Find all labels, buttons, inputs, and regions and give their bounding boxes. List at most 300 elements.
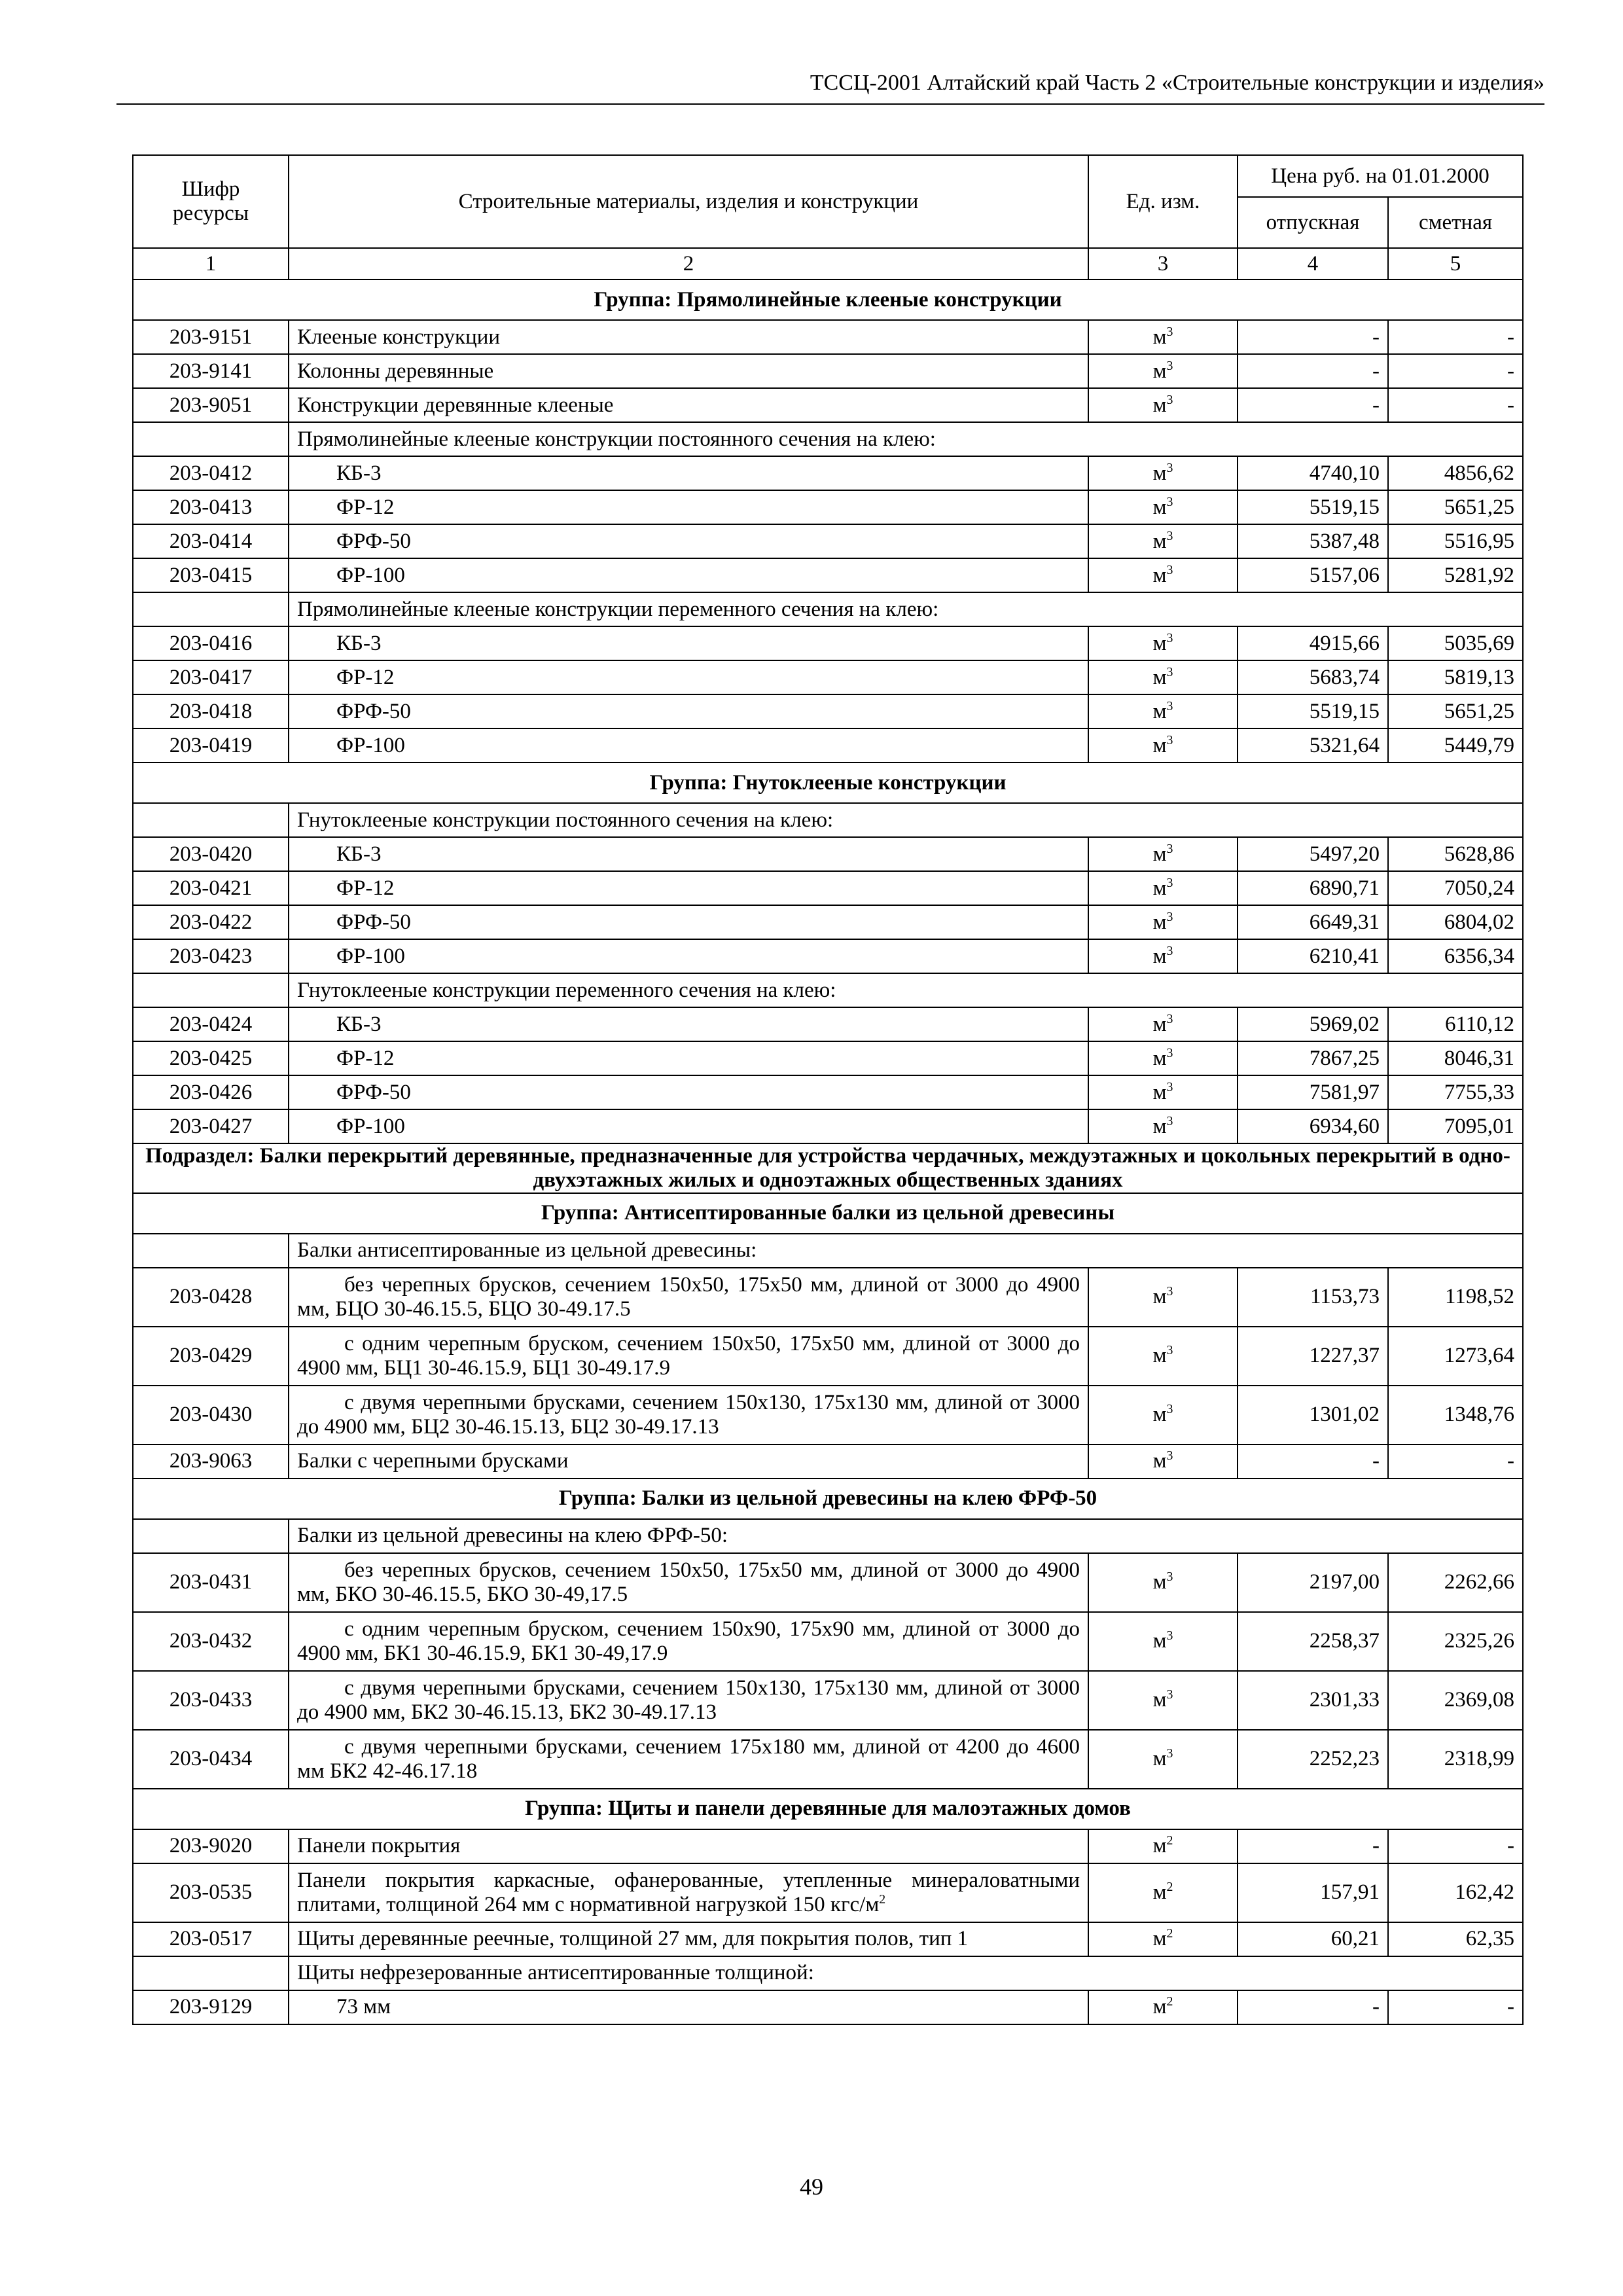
price-estimate: - xyxy=(1388,1444,1523,1479)
resource-name-text: ФР-12 xyxy=(336,876,395,900)
price-release: 6649,31 xyxy=(1238,905,1388,939)
unit-exponent: 3 xyxy=(1166,1011,1173,1026)
table-row xyxy=(133,1922,1523,1956)
code-cell-empty xyxy=(133,592,289,626)
resource-name-text: с двумя черепными брусками, сечением 150х130, 175х130 мм, длиной от 3000 до 4900 мм, БК2 30-46.15.13, БК2 30-49.17.13 xyxy=(297,1676,1080,1724)
unit-cell xyxy=(1088,354,1238,388)
subheading-text: Прямолинейные клееные конструкции переменного сечения на клею: xyxy=(289,592,1523,626)
resource-name-text: ФРФ-50 xyxy=(336,529,411,553)
unit-exponent: 2 xyxy=(1166,1880,1173,1895)
resource-name-text: Панели покрытия каркасные, офанерованные, утепленные минераловатными плитами, толщиной 264 мм с нормативной нагрузкой 150 кгс/м xyxy=(297,1868,1080,1916)
unit-exponent: 2 xyxy=(1166,1926,1173,1941)
unit-cell xyxy=(1088,1829,1238,1863)
resource-name xyxy=(289,1553,1088,1612)
price-release: 4915,66 xyxy=(1238,626,1388,660)
table-row xyxy=(133,1075,1523,1109)
unit-base: м xyxy=(1152,1834,1167,1858)
header-price-estimate: сметная xyxy=(1388,197,1523,248)
unit-exponent: 3 xyxy=(1166,1113,1173,1128)
resource-name-text: 73 мм xyxy=(336,1995,391,2019)
price-estimate: 2318,99 xyxy=(1388,1730,1523,1789)
unit-base: м xyxy=(1152,529,1167,553)
resource-code: 203-0415 xyxy=(133,558,289,592)
unit-base: м xyxy=(1152,699,1167,723)
resource-code: 203-0434 xyxy=(133,1730,289,1789)
group-heading: Группа: Балки из цельной древесины на клею ФРФ-50 xyxy=(133,1479,1523,1519)
col-number: 5 xyxy=(1388,248,1523,279)
code-cell-empty xyxy=(133,1234,289,1268)
price-release: 2252,23 xyxy=(1238,1730,1388,1789)
unit-base: м xyxy=(1152,944,1167,968)
resource-code: 203-0426 xyxy=(133,1075,289,1109)
resource-name xyxy=(289,456,1088,490)
unit-exponent: 3 xyxy=(1166,1045,1173,1060)
subheading-row xyxy=(133,1519,1523,1553)
unit-cell xyxy=(1088,1553,1238,1612)
unit-exponent: 3 xyxy=(1166,324,1173,339)
table-row xyxy=(133,1327,1523,1386)
unit-exponent: 3 xyxy=(1166,909,1173,924)
price-estimate: - xyxy=(1388,354,1523,388)
price-release: 2301,33 xyxy=(1238,1671,1388,1730)
unit-cell xyxy=(1088,490,1238,524)
price-release: 7581,97 xyxy=(1238,1075,1388,1109)
price-estimate: 5651,25 xyxy=(1388,694,1523,728)
table-row xyxy=(133,1829,1523,1863)
subsection-heading-row xyxy=(133,1143,1523,1193)
resource-name xyxy=(289,490,1088,524)
col-number: 3 xyxy=(1088,248,1238,279)
unit-base: м xyxy=(1152,631,1167,655)
price-release: 157,91 xyxy=(1238,1863,1388,1922)
subheading-row xyxy=(133,592,1523,626)
resource-code: 203-0419 xyxy=(133,728,289,762)
unit-exponent: 3 xyxy=(1166,392,1173,407)
resource-name xyxy=(289,660,1088,694)
price-estimate: 5516,95 xyxy=(1388,524,1523,558)
group-heading-row xyxy=(133,279,1523,320)
table-row xyxy=(133,524,1523,558)
price-estimate: 8046,31 xyxy=(1388,1041,1523,1075)
resource-code: 203-0421 xyxy=(133,871,289,905)
unit-cell xyxy=(1088,871,1238,905)
price-estimate: 1198,52 xyxy=(1388,1268,1523,1327)
resource-name-text: с двумя черепными брусками, сечением 175х180 мм, длиной от 4200 до 4600 мм БК2 42-46.17.18 xyxy=(297,1734,1080,1783)
resource-name-text: без черепных брусков, сечением 150х50, 175х50 мм, длиной от 3000 до 4900 мм, БЦО 30-46.15.5, БЦО 30-49.17.5 xyxy=(297,1272,1080,1321)
unit-exponent: 3 xyxy=(1166,494,1173,509)
unit-base: м xyxy=(1152,495,1167,519)
unit-cell xyxy=(1088,388,1238,422)
code-cell-empty xyxy=(133,1956,289,1990)
price-release: 5387,48 xyxy=(1238,524,1388,558)
table-row xyxy=(133,558,1523,592)
header-price-group: Цена руб. на 01.01.2000 xyxy=(1238,155,1523,197)
resource-code: 203-0425 xyxy=(133,1041,289,1075)
price-release: 7867,25 xyxy=(1238,1041,1388,1075)
table-row xyxy=(133,1444,1523,1479)
resource-name-text: ФР-12 xyxy=(336,665,395,689)
unit-base: м xyxy=(1152,1995,1167,2019)
col-number: 4 xyxy=(1238,248,1388,279)
resource-name-text: с одним черепным бруском, сечением 150х50, 175х50 мм, длиной от 3000 до 4900 мм, БЦ1 30-46.15.9, БЦ1 30-49.17.9 xyxy=(297,1331,1080,1380)
unit-cell xyxy=(1088,1671,1238,1730)
unit-base: м xyxy=(1152,1403,1167,1427)
resource-name xyxy=(289,626,1088,660)
unit-exponent: 2 xyxy=(1166,1994,1173,2009)
resource-code: 203-0427 xyxy=(133,1109,289,1143)
group-heading: Группа: Прямолинейные клееные конструкции xyxy=(133,279,1523,320)
table-row xyxy=(133,871,1523,905)
unit-exponent: 3 xyxy=(1166,841,1173,856)
resource-code: 203-0428 xyxy=(133,1268,289,1327)
price-estimate: 5819,13 xyxy=(1388,660,1523,694)
resource-code: 203-0424 xyxy=(133,1007,289,1041)
resource-code: 203-0430 xyxy=(133,1386,289,1444)
table-row xyxy=(133,1990,1523,2024)
unit-base: м xyxy=(1152,359,1167,383)
subheading-row xyxy=(133,803,1523,837)
subheading-text: Щиты нефрезерованные антисептированные толщиной: xyxy=(289,1956,1523,1990)
price-estimate: - xyxy=(1388,1829,1523,1863)
price-release: 1301,02 xyxy=(1238,1386,1388,1444)
unit-cell xyxy=(1088,1109,1238,1143)
price-estimate: 2325,26 xyxy=(1388,1612,1523,1671)
unit-cell xyxy=(1088,660,1238,694)
price-estimate: 1273,64 xyxy=(1388,1327,1523,1386)
col-number: 2 xyxy=(289,248,1088,279)
table-row xyxy=(133,1386,1523,1444)
unit-exponent: 3 xyxy=(1166,1746,1173,1761)
subheading-text: Балки антисептированные из цельной древесины: xyxy=(289,1234,1523,1268)
price-release: 60,21 xyxy=(1238,1922,1388,1956)
unit-base: м xyxy=(1152,393,1167,417)
table-row xyxy=(133,905,1523,939)
code-cell-empty xyxy=(133,973,289,1007)
price-estimate: 6804,02 xyxy=(1388,905,1523,939)
group-heading: Группа: Антисептированные балки из цельной древесины xyxy=(133,1193,1523,1234)
price-estimate: 62,35 xyxy=(1388,1922,1523,1956)
resource-name-text: КБ-3 xyxy=(336,842,382,866)
price-release: - xyxy=(1238,320,1388,354)
table-row xyxy=(133,1612,1523,1671)
resource-name-text: ФР-12 xyxy=(336,495,395,519)
table-row xyxy=(133,660,1523,694)
resource-name xyxy=(289,558,1088,592)
resource-name xyxy=(289,1829,1088,1863)
price-estimate: - xyxy=(1388,320,1523,354)
resource-name xyxy=(289,837,1088,871)
unit-exponent: 3 xyxy=(1166,875,1173,890)
price-estimate: 2369,08 xyxy=(1388,1671,1523,1730)
subheading-row xyxy=(133,1234,1523,1268)
price-release: - xyxy=(1238,388,1388,422)
price-estimate: - xyxy=(1388,388,1523,422)
subheading-text: Прямолинейные клееные конструкции постоянного сечения на клею: xyxy=(289,422,1523,456)
unit-base: м xyxy=(1152,1570,1167,1594)
price-release: - xyxy=(1238,1990,1388,2024)
resource-name xyxy=(289,1007,1088,1041)
resource-code: 203-0420 xyxy=(133,837,289,871)
resource-name xyxy=(289,1268,1088,1327)
header-unit: Ед. изм. xyxy=(1088,155,1238,248)
price-estimate: 162,42 xyxy=(1388,1863,1523,1922)
table-row xyxy=(133,1863,1523,1922)
price-release: 6890,71 xyxy=(1238,871,1388,905)
subheading-text: Балки из цельной древесины на клею ФРФ-50: xyxy=(289,1519,1523,1553)
price-release: 5321,64 xyxy=(1238,728,1388,762)
unit-exponent: 3 xyxy=(1166,630,1173,645)
resource-name xyxy=(289,1041,1088,1075)
price-release: - xyxy=(1238,1829,1388,1863)
resource-name-text: ФРФ-50 xyxy=(336,1080,411,1104)
resource-name xyxy=(289,1922,1088,1956)
unit-cell xyxy=(1088,524,1238,558)
unit-exponent: 3 xyxy=(1166,1079,1173,1094)
resource-code: 203-9141 xyxy=(133,354,289,388)
price-release: 6210,41 xyxy=(1238,939,1388,973)
unit-base: м xyxy=(1152,325,1167,349)
resource-code: 203-0412 xyxy=(133,456,289,490)
resource-name xyxy=(289,524,1088,558)
unit-cell xyxy=(1088,320,1238,354)
resource-name xyxy=(289,1863,1088,1922)
price-release: 4740,10 xyxy=(1238,456,1388,490)
price-estimate: 1348,76 xyxy=(1388,1386,1523,1444)
unit-exponent: 3 xyxy=(1166,1284,1173,1299)
resource-code: 203-0416 xyxy=(133,626,289,660)
subsection-heading: Подраздел: Балки перекрытий деревянные, предназначенные для устройства чердачных, междуэтажных и цокольных перекрытий в одно- двухэтажных жилых и одноэтажных общественных зданиях xyxy=(133,1143,1523,1193)
resource-code: 203-9020 xyxy=(133,1829,289,1863)
resource-name-text: ФР-100 xyxy=(336,733,405,757)
unit-cell xyxy=(1088,1922,1238,1956)
header-price-release: отпускная xyxy=(1238,197,1388,248)
table-row xyxy=(133,1109,1523,1143)
unit-cell xyxy=(1088,1268,1238,1327)
resource-code: 203-0413 xyxy=(133,490,289,524)
unit-exponent: 3 xyxy=(1166,1570,1173,1585)
price-estimate: 7755,33 xyxy=(1388,1075,1523,1109)
unit-exponent: 3 xyxy=(1166,1448,1173,1463)
price-estimate: 7050,24 xyxy=(1388,871,1523,905)
unit-exponent: 3 xyxy=(1166,562,1173,577)
unit-base: м xyxy=(1152,1688,1167,1712)
price-table xyxy=(132,154,1524,2025)
resource-name-text: Клееные конструкции xyxy=(297,325,501,349)
table-row xyxy=(133,1007,1523,1041)
unit-base: м xyxy=(1152,910,1167,934)
unit-exponent: 3 xyxy=(1166,1687,1173,1702)
unit-base: м xyxy=(1152,842,1167,866)
subheading-row xyxy=(133,973,1523,1007)
table-row xyxy=(133,1268,1523,1327)
resource-name xyxy=(289,1612,1088,1671)
resource-name-text: Балки с черепными брусками xyxy=(297,1449,569,1473)
price-release: 5519,15 xyxy=(1238,490,1388,524)
price-release: 5519,15 xyxy=(1238,694,1388,728)
unit-exponent: 2 xyxy=(1166,1833,1173,1848)
unit-base: м xyxy=(1152,1344,1167,1368)
price-estimate: 5035,69 xyxy=(1388,626,1523,660)
unit-base: м xyxy=(1152,1046,1167,1070)
resource-code: 203-0429 xyxy=(133,1327,289,1386)
resource-code: 203-0417 xyxy=(133,660,289,694)
unit-exponent: 3 xyxy=(1166,664,1173,679)
price-release: 1227,37 xyxy=(1238,1327,1388,1386)
price-estimate: 5449,79 xyxy=(1388,728,1523,762)
table-row xyxy=(133,388,1523,422)
code-cell-empty xyxy=(133,1519,289,1553)
table-row xyxy=(133,354,1523,388)
header-code: Шифр ресурсы xyxy=(133,155,289,248)
resource-name xyxy=(289,1730,1088,1789)
unit-exponent: 3 xyxy=(1166,460,1173,475)
price-release: - xyxy=(1238,1444,1388,1479)
unit-base: м xyxy=(1152,1880,1167,1905)
unit-base: м xyxy=(1152,1927,1167,1951)
price-release: 5683,74 xyxy=(1238,660,1388,694)
unit-base: м xyxy=(1152,1747,1167,1771)
resource-name xyxy=(289,320,1088,354)
code-cell-empty xyxy=(133,422,289,456)
unit-cell xyxy=(1088,1863,1238,1922)
group-heading-row xyxy=(133,1789,1523,1829)
subheading-row xyxy=(133,422,1523,456)
resource-name-text: Конструкции деревянные клееные xyxy=(297,393,614,417)
resource-code: 203-9051 xyxy=(133,388,289,422)
group-heading-row xyxy=(133,762,1523,803)
resource-name-text: Колонны деревянные xyxy=(297,359,494,383)
resource-name xyxy=(289,905,1088,939)
resource-code: 203-0422 xyxy=(133,905,289,939)
unit-base: м xyxy=(1152,733,1167,757)
unit-exponent: 3 xyxy=(1166,1343,1173,1358)
resource-name-text: Панели покрытия xyxy=(297,1834,461,1858)
unit-base: м xyxy=(1152,1449,1167,1473)
table-row xyxy=(133,1671,1523,1730)
unit-cell xyxy=(1088,1007,1238,1041)
running-header: ТССЦ-2001 Алтайский край Часть 2 «Строительные конструкции и изделия» xyxy=(116,71,1544,105)
resource-name xyxy=(289,1444,1088,1479)
unit-base: м xyxy=(1152,563,1167,587)
price-release: - xyxy=(1238,354,1388,388)
price-release: 5969,02 xyxy=(1238,1007,1388,1041)
unit-cell xyxy=(1088,1612,1238,1671)
resource-name-text: с двумя черепными брусками, сечением 150х130, 175х130 мм, длиной от 3000 до 4900 мм, БЦ2 30-46.15.13, БЦ2 30-49.17.13 xyxy=(297,1390,1080,1439)
resource-name xyxy=(289,694,1088,728)
group-heading-row xyxy=(133,1479,1523,1519)
header-name: Строительные материалы, изделия и конструкции xyxy=(289,155,1088,248)
resource-name xyxy=(289,871,1088,905)
col-number: 1 xyxy=(133,248,289,279)
resource-code: 203-9129 xyxy=(133,1990,289,2024)
price-estimate: 5281,92 xyxy=(1388,558,1523,592)
price-release: 5157,06 xyxy=(1238,558,1388,592)
unit-base: м xyxy=(1152,876,1167,900)
resource-code: 203-0517 xyxy=(133,1922,289,1956)
unit-base: м xyxy=(1152,1012,1167,1036)
resource-name-text: ФРФ-50 xyxy=(336,910,411,934)
table-row xyxy=(133,1041,1523,1075)
resource-name-text: Щиты деревянные реечные, толщиной 27 мм, для покрытия полов, тип 1 xyxy=(297,1927,969,1951)
table-row xyxy=(133,456,1523,490)
price-estimate: - xyxy=(1388,1990,1523,2024)
unit-cell xyxy=(1088,905,1238,939)
resource-name-text: ФРФ-50 xyxy=(336,699,411,723)
unit-cell xyxy=(1088,1444,1238,1479)
resource-name-text: ФР-100 xyxy=(336,563,405,587)
table-row xyxy=(133,728,1523,762)
resource-code: 203-0432 xyxy=(133,1612,289,1671)
resource-code: 203-0423 xyxy=(133,939,289,973)
unit-exponent: 3 xyxy=(1166,1402,1173,1417)
resource-name xyxy=(289,939,1088,973)
table-row xyxy=(133,939,1523,973)
unit-cell xyxy=(1088,1327,1238,1386)
price-release: 5497,20 xyxy=(1238,837,1388,871)
unit-exponent: 3 xyxy=(1166,358,1173,373)
price-release: 6934,60 xyxy=(1238,1109,1388,1143)
unit-base: м xyxy=(1152,665,1167,689)
page-number: 49 xyxy=(800,2174,823,2200)
unit-cell xyxy=(1088,728,1238,762)
resource-name xyxy=(289,728,1088,762)
resource-name-text: ФР-12 xyxy=(336,1046,395,1070)
resource-name-text: без черепных брусков, сечением 150х50, 175х50 мм, длиной от 3000 до 4900 мм, БКО 30-46.15.5, БКО 30-49,17.5 xyxy=(297,1558,1080,1606)
table-row xyxy=(133,1553,1523,1612)
price-release: 1153,73 xyxy=(1238,1268,1388,1327)
unit-base: м xyxy=(1152,1080,1167,1104)
group-heading-row xyxy=(133,1193,1523,1234)
unit-exponent: 3 xyxy=(1166,528,1173,543)
price-estimate: 5651,25 xyxy=(1388,490,1523,524)
resource-name-text: с одним черепным бруском, сечением 150х90, 175х90 мм, длиной от 3000 до 4900 мм, БК1 30-46.15.9, БК1 30-49,17.9 xyxy=(297,1617,1080,1665)
unit-cell xyxy=(1088,694,1238,728)
unit-exponent: 3 xyxy=(1166,732,1173,747)
unit-base: м xyxy=(1152,1285,1167,1309)
unit-cell xyxy=(1088,626,1238,660)
resource-name-text: ФР-100 xyxy=(336,944,405,968)
table-row xyxy=(133,694,1523,728)
unit-base: м xyxy=(1152,461,1167,485)
resource-code: 203-0418 xyxy=(133,694,289,728)
subheading-row xyxy=(133,1956,1523,1990)
resource-name xyxy=(289,1109,1088,1143)
resource-code: 203-0431 xyxy=(133,1553,289,1612)
table-row xyxy=(133,1730,1523,1789)
unit-exponent: 3 xyxy=(1166,943,1173,958)
table-row xyxy=(133,626,1523,660)
unit-cell xyxy=(1088,1990,1238,2024)
price-estimate: 6110,12 xyxy=(1388,1007,1523,1041)
resource-name xyxy=(289,354,1088,388)
unit-base: м xyxy=(1152,1629,1167,1653)
table-row xyxy=(133,490,1523,524)
resource-name xyxy=(289,1990,1088,2024)
resource-code: 203-9151 xyxy=(133,320,289,354)
unit-exponent: 2 xyxy=(879,1892,886,1907)
price-estimate: 6356,34 xyxy=(1388,939,1523,973)
price-estimate: 2262,66 xyxy=(1388,1553,1523,1612)
resource-name-text: КБ-3 xyxy=(336,1012,382,1036)
table-row xyxy=(133,837,1523,871)
price-release: 2197,00 xyxy=(1238,1553,1388,1612)
group-heading: Группа: Щиты и панели деревянные для малоэтажных домов xyxy=(133,1789,1523,1829)
resource-name xyxy=(289,1671,1088,1730)
price-estimate: 4856,62 xyxy=(1388,456,1523,490)
table-row xyxy=(133,320,1523,354)
resource-name xyxy=(289,1075,1088,1109)
unit-cell xyxy=(1088,558,1238,592)
